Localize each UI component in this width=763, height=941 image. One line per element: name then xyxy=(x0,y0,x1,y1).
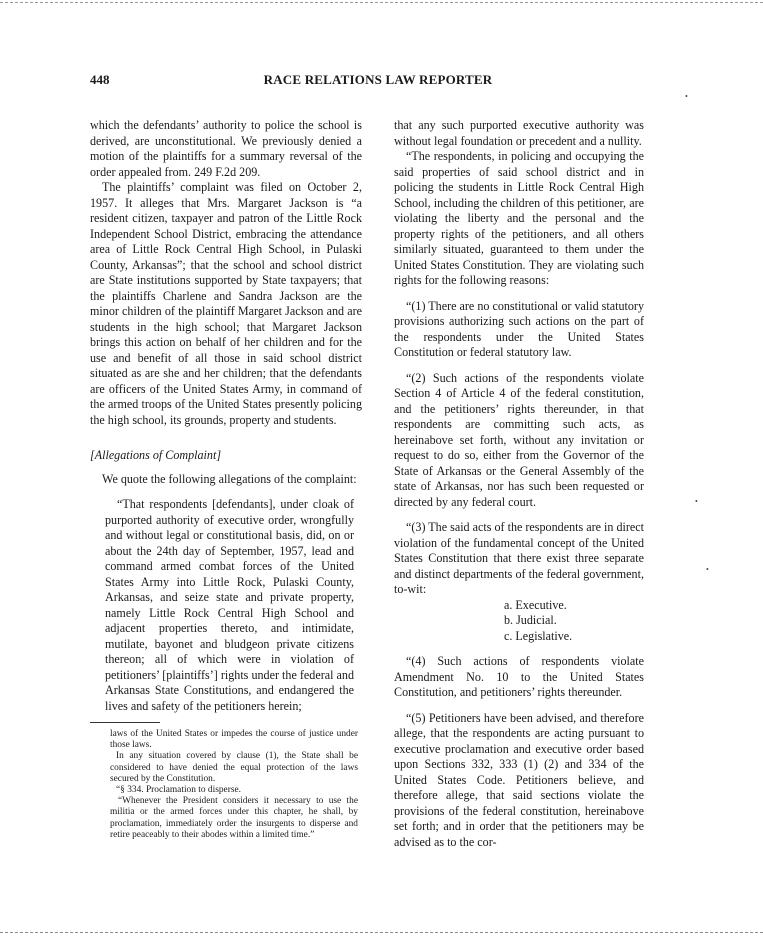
footnote-text: laws of the United States or impedes the course of justice under those laws. xyxy=(110,729,358,751)
paragraph: that any such purported executive authority was without legal foundation or precedent and a nullity. xyxy=(394,118,644,148)
allegation-item: “(2) Such actions of the respondents violate Section 4 of Article 4 of the federal constitution, and the petitioners’ rights thereunder, in that respondents are committing such acts, as hereinabove set forth, without any invitation or request to do so, either from the Governor of the State of Arkansas or the General Assembly of the state of Arkansas, nor has such been requested or directed by any federal court. xyxy=(394,370,644,509)
paragraph: which the defendants’ authority to police the school is derived, are unconstitutional. We previously denied a motion of the plaintiffs for a summary reversal of the order appealed from. 249 F.2d 209. xyxy=(90,118,362,179)
scan-speck: • xyxy=(706,565,709,574)
paragraph: The plaintiffs’ complaint was filed on October 2, 1957. It alleges that Mrs. Margaret Jackson is “a resident citizen, taxpayer and patron of the Little Rock Independent School District, embracing the attendance area of Little Rock Central High School, in Pulaski County, Arkansas”; that the school and school district are State institutions supported by State taxpayers; that the plaintiffs Charlene and Sandra Jackson are the minor children of the plaintiff Margaret Jackson and are students in the high school; that Margaret Jackson brings this action on behalf of her children and for the use and benefit of all those in said school district situated as are she and her children; that the defendants are officers of the United States Army, in command of the armed troops of the United States presently policing the high school, its grounds, property and students. xyxy=(90,180,362,427)
paragraph: We quote the following allegations of the complaint: xyxy=(102,471,357,486)
footnotes xyxy=(90,729,362,841)
block-quote: “That respondents [defendants], under cloak of purported authority of executive order, wrongfully and without legal or constitutional basis, did, on or about the 24th day of September, 1957, lead and command armed combat forces of the United States Army into Little Rock, Pulaski County, Arkansas, and seize state and private property, namely Little Rock Central High School and adjacent properties thereto, and intimidate, mutilate, bayonet and bludgeon private citizens thereon; all of which were in violation of petitioners’ [plaintiffs’] rights under the federal and Arkansas State Constitutions, and endangered the lives and safety of the petitioners herein; xyxy=(105,497,354,713)
scan-edge-top xyxy=(0,2,763,3)
footnote-text: “Whenever the President considers it necessary to use the militia or the armed forces under this chapter, he shall, by proclamation, immediately order the insurgents to disperse and retire peaceably to their abodes within a limited time.” xyxy=(110,796,358,840)
allegation-item: “(1) There are no constitutional or valid statutory provisions authorizing such actions on the part of the respondents under the United States Constitution or federal statutory law. xyxy=(394,298,644,359)
footnote-text: “§ 334. Proclamation to disperse. xyxy=(116,785,241,796)
page-number: 448 xyxy=(90,72,110,87)
list-item: b. Judicial. xyxy=(504,613,557,627)
scan-speck: • xyxy=(685,92,688,101)
section-heading: [Allegations of Complaint] xyxy=(90,448,222,462)
scan-speck: • xyxy=(695,497,698,506)
allegation-item: “(5) Petitioners have been advised, and therefore allege, that the respondents are acting pursuant to executive proclamation and executive order based upon Sections 332, 333 (1) (2) and 334 of the United States Code. Petitioners believe, and therefore allege, that said sections violate the provisions of the federal constitution, hereinabove set forth; and in order that the petitioners may be advised as to the cor- xyxy=(394,710,644,849)
page-header xyxy=(90,72,666,92)
right-column xyxy=(394,118,644,850)
footnote-text: In any situation covered by clause (1), the State shall be considered to have denied the equal protection of the laws secured by the Constitution. xyxy=(110,751,358,784)
list-item: a. Executive. xyxy=(504,597,567,612)
left-column xyxy=(90,118,362,841)
running-head: RACE RELATIONS LAW REPORTER xyxy=(263,72,493,87)
scan-edge-bottom xyxy=(0,932,763,933)
allegation-item: “(3) The said acts of the respondents are in direct violation of the fundamental concept of the United States Constitution that there exist three separate and distinct departments of the federal government, to-wit: xyxy=(394,520,644,596)
footnote-rule xyxy=(90,722,160,723)
list-item: c. Legislative. xyxy=(504,628,573,643)
allegation-item: “(4) Such actions of respondents violate Amendment No. 10 to the United States Constitution, and petitioners’ rights thereunder. xyxy=(394,654,644,699)
paragraph: “The respondents, in policing and occupying the said properties of said school district and in policing the students in Little Rock Central High School, including the children of this petitioner, are violating the liberty and the personal and the property rights of the petitioners, and all others similarly situated, guaranteed to them under the United States Constitution. They are violating such rights for the following reasons: xyxy=(394,149,644,287)
subitem-list xyxy=(394,598,644,645)
